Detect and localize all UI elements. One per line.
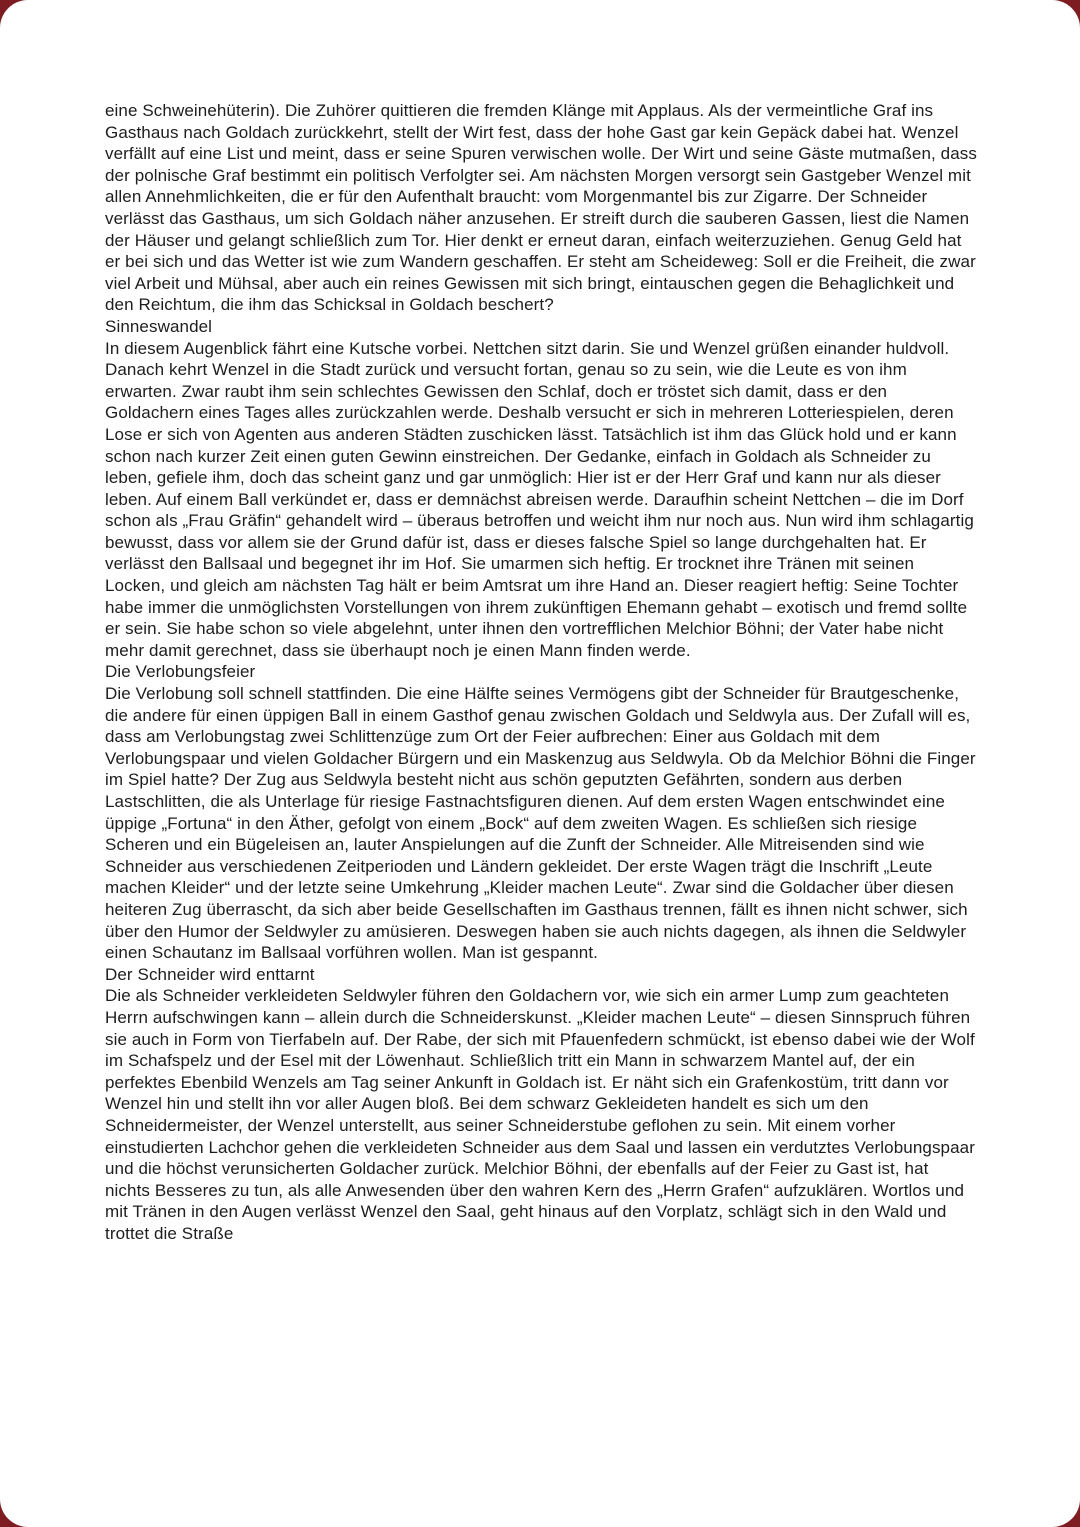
- document-content: [105, 100, 982, 1467]
- paragraph: Die als Schneider verkleideten Seldwyler führen den Goldachern vor, wie sich ein armer Lump zum geachteten Herrn aufschwingen kann – allein durch die Schneiderskunst. „Kleider machen Leute“ – diesen Sinnspruch führen sie auch in Form von Tierfabeln auf. Der Rabe, der sich mit Pfauenfedern schmückt, ist ebenso dabei wie der Wolf im Schafspelz und der Esel mit der Löwenhaut. Schließlich tritt ein Mann in schwarzem Mantel auf, der ein perfektes Ebenbild Wenzels am Tag seiner Ankunft in Goldach ist. Er näht sich ein Grafenkostüm, tritt dann vor Wenzel hin und stellt ihn vor aller Augen bloß. Bei dem schwarz Gekleideten handelt es sich um den Schneidermeister, der Wenzel unterstellt, aus seiner Schneiderstube geflohen zu sein. Mit einem vorher einstudierten Lachchor gehen die verkleideten Schneider aus dem Saal und lassen ein verdutztes Verlobungspaar und die höchst verunsicherten Goldacher zurück. Melchior Böhni, der ebenfalls auf der Feier zu Gast ist, hat nichts Besseres zu tun, als alle Anwesenden über den wahren Kern des „Herrn Grafen“ aufzuklären. Wortlos und mit Tränen in den Augen verlässt Wenzel den Saal, geht hinaus auf den Vorplatz, schlägt sich in den Wald und trottet die Straße: [105, 986, 980, 1243]
- section-heading: Die Verlobungsfeier: [105, 662, 256, 682]
- paragraph: eine Schweinehüterin). Die Zuhörer quittieren die fremden Klänge mit Applaus. Als der vermeintliche Graf ins Gasthaus nach Goldach zurückkehrt, stellt der Wirt fest, dass der hohe Gast gar kein Gepäck dabei hat. Wenzel verfällt auf eine List und meint, dass er seine Spuren verwischen wolle. Der Wirt und seine Gäste mutmaßen, dass der polnische Graf bestimmt ein politisch Verfolgter sei. Am nächsten Morgen versorgt sein Gastgeber Wenzel mit allen Annehmlichkeiten, die er für den Aufenthalt braucht: vom Morgenmantel bis zur Zigarre. Der Schneider verlässt das Gasthaus, um sich Goldach näher anzusehen. Er streift durch die sauberen Gassen, liest die Namen der Häuser und gelangt schließlich zum Tor. Hier denkt er erneut daran, einfach weiterzuziehen. Genug Geld hat er bei sich und das Wetter ist wie zum Wandern geschaffen. Er steht am Scheideweg: Soll er die Freiheit, die zwar viel Arbeit und Mühsal, aber auch ein reines Gewissen mit sich bringt, eintauschen gegen die Behaglichkeit und den Reichtum, die ihm das Schicksal in Goldach beschert?: [105, 101, 982, 315]
- paragraph: In diesem Augenblick fährt eine Kutsche vorbei. Nettchen sitzt darin. Sie und Wenzel grüßen einander huldvoll. Danach kehrt Wenzel in die Stadt zurück und versucht fortan, genau so zu sein, wie die Leute es von ihm erwarten. Zwar raubt ihm sein schlechtes Gewissen den Schlaf, doch er tröstet sich damit, dass er den Goldachern eines Tages alles zurückzahlen werde. Deshalb versucht er sich in mehreren Lotteriespielen, deren Lose er sich von Agenten aus anderen Städten zuschicken lässt. Tatsächlich ist ihm das Glück hold und er kann schon nach kurzer Zeit einen guten Gewinn einstreichen. Der Gedanke, einfach in Goldach als Schneider zu leben, gefiele ihm, doch das scheint ganz und gar unmöglich: Hier ist er der Herr Graf und kann nur als dieser leben. Auf einem Ball verkündet er, dass er demnächst abreisen werde. Daraufhin scheint Nettchen – die im Dorf schon als „Frau Gräfin“ gehandelt wird – überaus betroffen und weicht ihm nur noch aus. Nun wird ihm schlagartig bewusst, dass vor allem sie der Grund dafür ist, dass er dieses falsche Spiel so lange durchgehalten hat. Er verlässt den Ballsaal und begegnet ihr im Hof. Sie umarmen sich heftig. Er trocknet ihre Tränen mit seinen Locken, und gleich am nächsten Tag hält er beim Amtsrat um ihre Hand an. Dieser reagiert heftig: Seine Tochter habe immer die unmöglichsten Vorstellungen von ihrem zukünftigen Ehemann gehabt – exotisch und fremd sollte er sein. Sie habe schon so viele abgelehnt, unter ihnen den vortrefflichen Melchior Böhni; der Vater habe nicht mehr damit gerechnet, dass sie überhaupt noch je einen Mann finden werde.: [105, 338, 979, 660]
- section-heading: Sinneswandel: [105, 316, 213, 336]
- section-heading: Der Schneider wird enttarnt: [105, 964, 315, 984]
- paragraph: Die Verlobung soll schnell stattfinden. Die eine Hälfte seines Vermögens gibt der Schneider für Brautgeschenke, die andere für einen üppigen Ball in einem Gasthof genau zwischen Goldach und Seldwyla aus. Der Zufall will es, dass am Verlobungstag zwei Schlittenzüge zum Ort der Feier aufbrechen: Einer aus Goldach mit dem Verlobungspaar und vielen Goldacher Bürgern und ein Maskenzug aus Seldwyla. Ob da Melchior Böhni die Finger im Spiel hatte? Der Zug aus Seldwyla besteht nicht aus schön geputzten Gefährten, sondern aus derben Lastschlitten, die als Unterlage für riesige Fastnachtsfiguren dienen. Auf dem ersten Wagen entschwindet eine üppige „Fortuna“ in den Äther, gefolgt von einem „Bock“ auf dem zweiten Wagen. Es schließen sich riesige Scheren und ein Bügeleisen an, lauter Anspielungen auf die Zunft der Schneider. Alle Mitreisenden sind wie Schneider aus verschiedenen Zeitperioden und Ländern gekleidet. Der erste Wagen trägt die Inschrift „Leute machen Kleider“ und der letzte seine Umkehrung „Kleider machen Leute“. Zwar sind die Goldacher über diesen heiteren Zug überrascht, da sich aber beide Gesellschaften im Gasthaus trennen, fällt es ihnen nicht schwer, sich über den Humor der Seldwyler zu amüsieren. Deswegen haben sie auch nichts dagegen, als ihnen die Seldwyler einen Schautanz im Ballsaal vorführen wollen. Man ist gespannt.: [105, 684, 981, 963]
